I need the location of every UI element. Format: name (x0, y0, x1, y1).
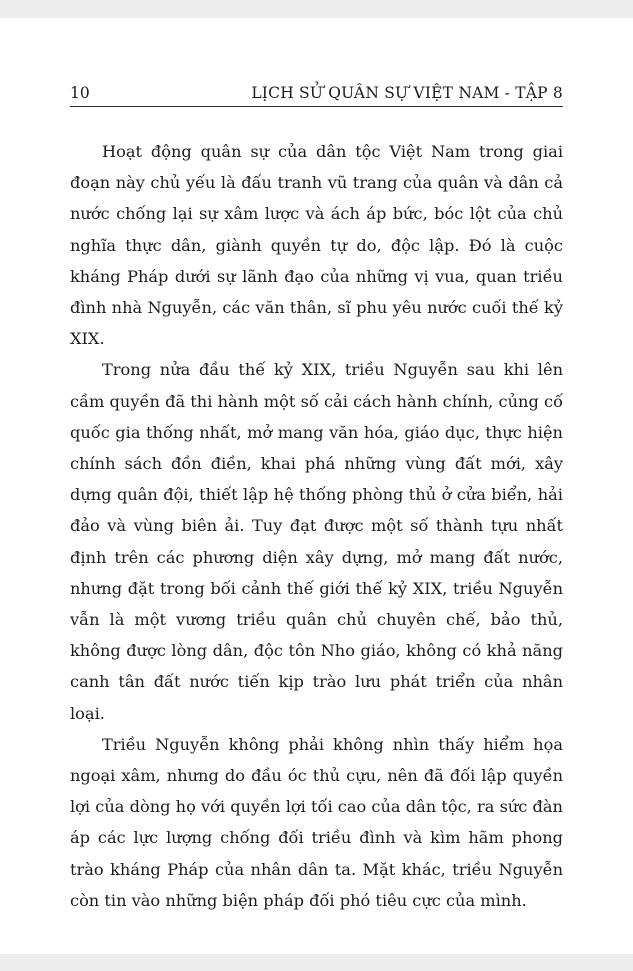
running-title: LỊCH SỬ QUÂN SỰ VIỆT NAM - TẬP 8 (251, 84, 563, 102)
book-page (0, 18, 633, 954)
paragraph-2: Trong nửa đầu thế kỷ XIX, triều Nguyễn sau khi lên cầm quyền đã thi hành một số cải cách hành chính, củng cố quốc gia thống nhất, mở mang văn hóa, giáo dục, thực hiện chính sách đồn điền, khai phá những vùng đất mới, xây dựng quân đội, thiết lập hệ thống phòng thủ ở cửa biển, hải đảo và vùng biên ải. Tuy đạt được một số thành tựu nhất định trên các phương diện xây dựng, mở mang đất nước, nhưng đặt trong bối cảnh thế giới thế kỷ XIX, triều Nguyễn vẫn là một vương triều quân chủ chuyên chế, bảo thủ, không được lòng dân, độc tôn Nho giáo, không có khả năng canh tân đất nước tiến kịp trào lưu phát triển của nhân loại. (70, 360, 563, 723)
page-header (70, 84, 563, 107)
page-number: 10 (70, 84, 90, 102)
body-text (70, 136, 563, 916)
paragraph-3: Triều Nguyễn không phải không nhìn thấy hiểm họa ngoại xâm, nhưng do đầu óc thủ cựu, nên đã đối lập quyền lợi của dòng họ với quyền lợi tối cao của dân tộc, ra sức đàn áp các lực lượng chống đối triều đình và kìm hãm phong trào kháng Pháp của nhân dân ta. Mặt khác, triều Nguyễn còn tin vào những biện pháp đối phó tiêu cực của mình. (70, 734, 563, 910)
paragraph-1: Hoạt động quân sự của dân tộc Việt Nam trong giai đoạn này chủ yếu là đấu tranh vũ trang của quân và dân cả nước chống lại sự xâm lược và ách áp bức, bóc lột của chủ nghĩa thực dân, giành quyền tự do, độc lập. Đó là cuộc kháng Pháp dưới sự lãnh đạo của những vị vua, quan triều đình nhà Nguyễn, các văn thân, sĩ phu yêu nước cuối thế kỷ XIX. (70, 142, 563, 349)
